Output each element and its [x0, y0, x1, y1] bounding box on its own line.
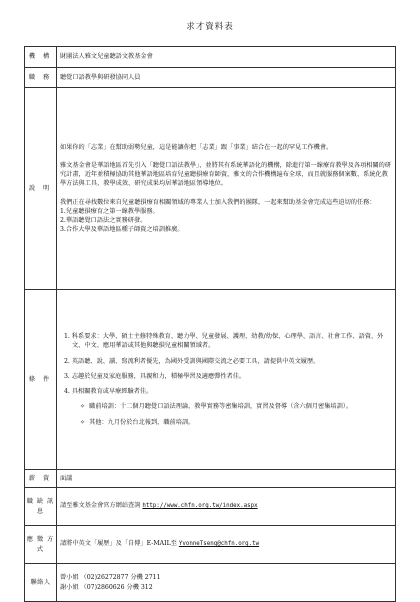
apply-text: 請將中英文「履歷」及「自傳」E-MAIL至	[60, 540, 179, 548]
vacancy-info-label: 職 缺 訊 息	[25, 488, 57, 526]
task-item: 3.合作大學及華語地區種子師資之培訓推廣。	[60, 226, 184, 234]
description-paragraph: 我們正在尋找數位來自兒童聽損療育相關領域的專業人士加入我們的團隊，一起來幫助基金會完成這些迫切的任務：	[60, 198, 376, 206]
other-text: 其他：九月份於台北報到，職前培訓。	[89, 418, 195, 426]
org-row	[25, 47, 396, 68]
contact-row	[25, 564, 396, 602]
condition-item: 3. 志趣於兒童及家庭服務，具親和力，積極學習及適應彈性者佳。	[64, 372, 246, 380]
condition-item: 2. 英語聽、說、讀、寫流利者優先，為國外受訓與國際交流之必要工具，請提供中英文履歷。	[64, 357, 320, 365]
vacancy-info-text: 請至雅文基金會官方網站查詢	[60, 502, 143, 510]
bullet-icon: ✧	[80, 403, 86, 411]
description-value	[57, 88, 396, 290]
condition-item: 4. 具相關教育或早療經驗者佳。	[64, 388, 153, 396]
website-link[interactable]: http://www.chfn.org.tw/index.aspx	[142, 503, 258, 510]
description-paragraph: 如果你的「志業」在幫助弱勢兒童，這是能讓你把「志業」跟「事業」結合在一起的罕見工作機會。	[60, 143, 333, 151]
bullet-icon: ✧	[80, 418, 86, 426]
vacancy-info-row	[25, 488, 396, 526]
contact-value	[57, 564, 396, 602]
conditions-row	[25, 290, 396, 470]
salary-row	[25, 470, 396, 488]
email-link[interactable]: YvonneTseng@chfn.org.tw	[178, 541, 260, 548]
apply-value	[57, 526, 396, 564]
task-item: 2.華語聽覺口語法之實務研發。	[60, 216, 147, 224]
description-row	[25, 88, 396, 290]
task-item: 1.兒童聽損療育之第一線教學服務。	[60, 207, 159, 215]
apply-row	[25, 526, 396, 564]
position-value: 聽覺口語教學與研發協同人員	[57, 68, 396, 88]
condition-item: 1. 科系要求：大學、碩士主修特殊教育、聽力學、兒童發展、護理、幼教/幼保、心理學、語言、社會工作、語資、外文、中文、應用華語或其他與聽損兒童相關領域者。	[64, 333, 384, 350]
contact-line: 曾小姐 （02)26272877 分機 2711	[60, 574, 161, 582]
training-text: 職前培訓：十二個月聽覺口語法理論、教學實務等密集培訓，實習及督導（含六個月密集培訓）。	[89, 403, 353, 411]
apply-label: 應 徵 方 式	[25, 526, 57, 564]
conditions-value	[57, 290, 396, 470]
vacancy-info-value	[57, 488, 396, 526]
salary-label: 薪 資	[25, 470, 57, 488]
description-paragraph: 雅文基金會是華語地區首先引入「聽覺口語法教學」，並將其有系統華語化的機構，除進行第一線療育教學及各項相關的研究計畫，近年並積極協助其他華語地區培育兒童聽損療育師資，雅文的合作機構遍布全球，而且就服務個案數、系統化教學方法與工具、教學成效、研究成果均居華語地區領導地位。	[60, 161, 392, 188]
salary-value: 面議	[57, 470, 396, 488]
description-label: 說 明	[25, 88, 57, 290]
conditions-label: 條 件	[25, 290, 57, 470]
org-label: 機 構	[25, 47, 57, 68]
org-value: 財團法人雅文兒童聽語文教基金會	[57, 47, 396, 68]
position-label: 職 務	[25, 68, 57, 88]
other-item	[60, 418, 392, 427]
contact-line: 謝小姐 （07)2860626 分機 312	[60, 583, 153, 591]
position-row	[25, 68, 396, 88]
contact-label: 聯絡人	[25, 564, 57, 602]
training-item	[60, 402, 392, 411]
page-title: 求才資料表	[186, 22, 234, 32]
recruitment-table	[24, 46, 396, 602]
